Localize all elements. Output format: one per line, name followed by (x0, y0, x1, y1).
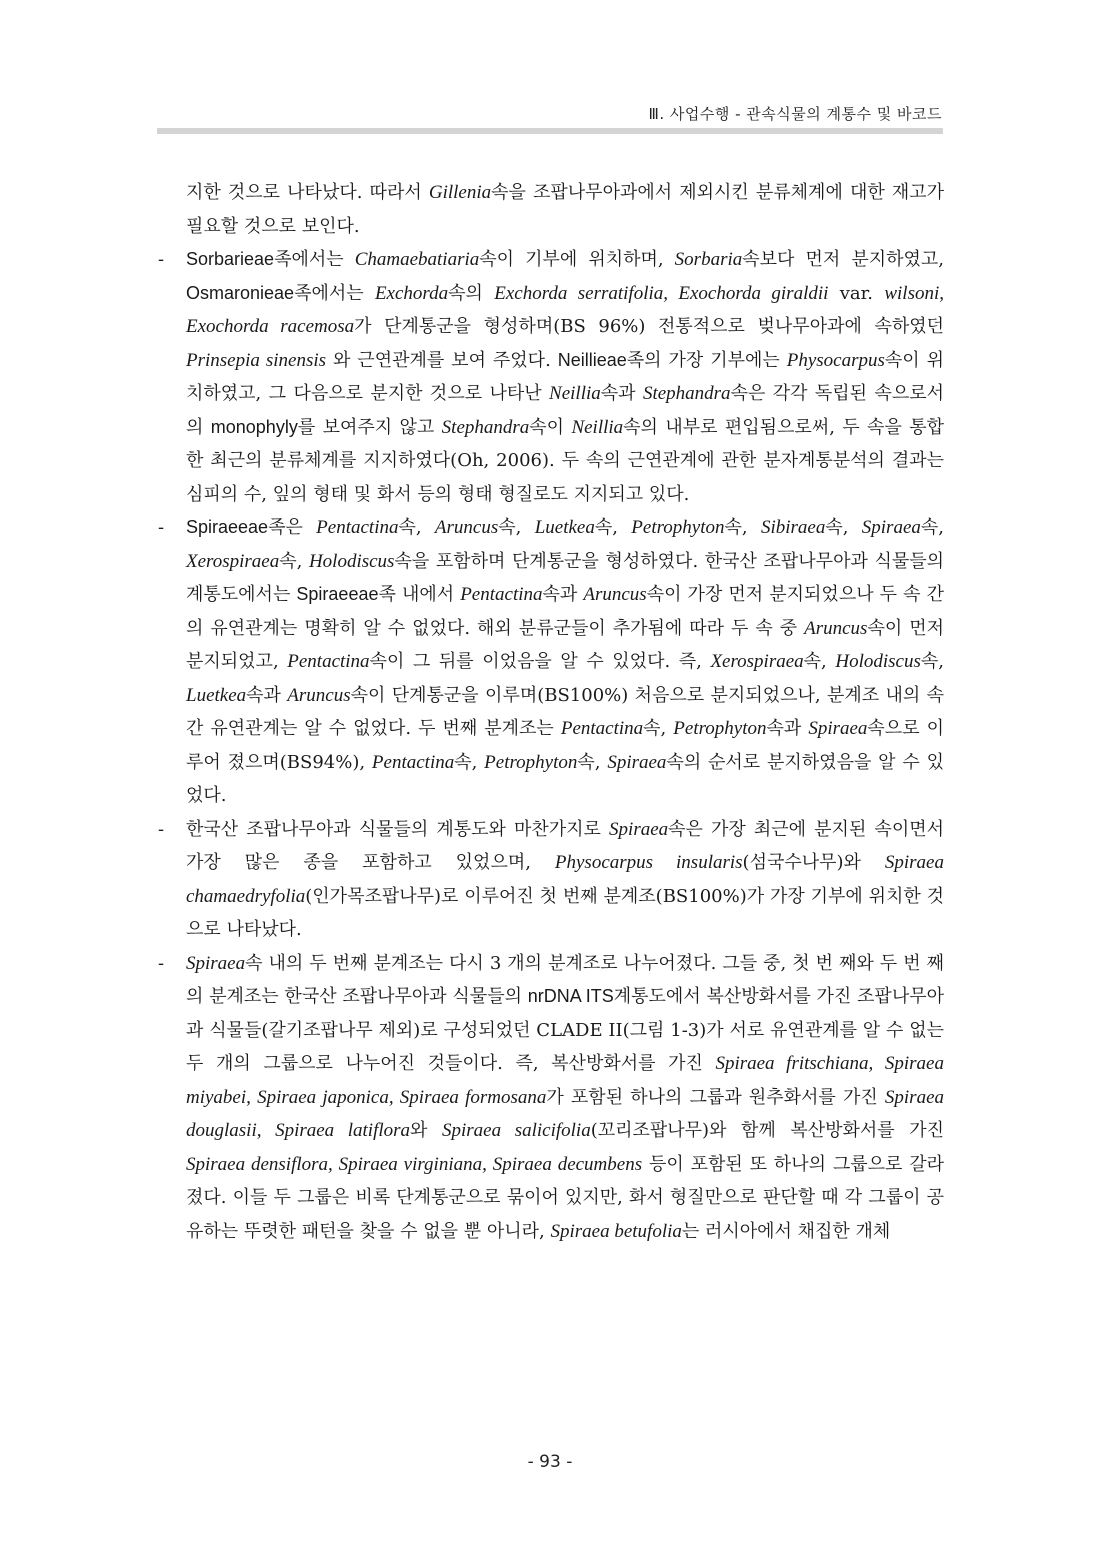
text-run: (인가목조팝나무)로 이루어진 첫 번째 분계조(BS100%)가 가장 기부에 위치한 것으로 나타났다. (186, 885, 944, 940)
species-name: Gillenia (428, 182, 492, 203)
species-name: Spiraea salicifolia (442, 1120, 591, 1141)
text-run: 족은 (268, 517, 317, 538)
latin-term: nrDNA ITS (527, 986, 614, 1006)
text-run: 속 내의 두 번째 분계조는 다시 3 개의 분계조로 나누어졌다. 그들 중, 첫 번 째와 두 번 째의 분계조는 한국산 조팝나무아과 식물들의 (186, 952, 944, 1007)
text-run: 속의 순서로 분지하였음을 알 수 있었다. (186, 751, 944, 806)
species-name: Stephandra (642, 383, 731, 404)
species-name: Sibiraea (760, 517, 826, 538)
latin-term: Sorbarieae (186, 249, 275, 269)
text-run: 족에서는 (294, 282, 375, 304)
species-name: Spiraea (808, 718, 868, 739)
species-name: wilsoni, Exochorda racemosa (186, 282, 944, 337)
species-name: Prinsepia sinensis (186, 349, 327, 371)
text-run: 속, (803, 651, 836, 672)
text-run: 계통도에서 복산방화서를 가진 조팝나무아과 식물들(갈기조팝나무 제외)로 구성되었던 CLADE II(그림 1-3)가 서로 유연관계를 알 수 없는 두 개의 그룹으로 나누어진 것들이다. 즉, 복산방화서를 가진 (186, 986, 944, 1074)
species-name: Spiraea fritschiana, Spiraea miyabei, Spiraea japonica, Spiraea formosana (186, 1053, 944, 1108)
latin-term: Spiraeeae (296, 584, 379, 604)
text-run: 속의 내부로 편입됨으로써, 두 속을 통합한 최근의 분류체계를 지지하였다(Oh, 2006). 두 속의 근연관계에 관한 분자계통분석의 결과는 심피의 수, 잎의 형태 및 화서 등의 형태 형질로도 지지되고 있다. (186, 416, 944, 505)
species-name: Pentactina (371, 751, 455, 773)
page-number: - 93 - (527, 1452, 573, 1472)
list-bullet: - (158, 517, 165, 538)
text-run: var. (828, 282, 885, 304)
species-name: Spiraea (609, 818, 669, 840)
species-name: Pentactina (316, 517, 399, 538)
species-name: Luetkea (186, 684, 247, 706)
text-run: 속, (498, 517, 535, 538)
text-run: 속, (454, 751, 485, 773)
text-run: 속을 조팝나무아과에서 제외시킨 분류체계에 대한 재고가 필요할 것으로 보인다. (186, 182, 945, 237)
text-run: 속, (594, 517, 632, 538)
text-run: 속, (279, 550, 309, 572)
text-run: 속이 (529, 416, 572, 438)
list-bullet: - (158, 249, 165, 270)
body-text (158, 176, 944, 1248)
paragraph (158, 947, 944, 1249)
text-run: 족에서는 (274, 249, 355, 270)
text-run: 속, (825, 517, 862, 538)
text-run: 와 근연관계를 보여 주었다. (326, 349, 558, 371)
species-name: Holodiscus (835, 651, 921, 672)
species-name: Neillia (549, 383, 601, 404)
species-name: Spiraea douglasii, Spiraea latiflora (186, 1086, 944, 1141)
paragraph (158, 243, 944, 511)
species-name: Xerospiraea (710, 651, 804, 672)
text-run: 속보다 먼저 분지하였고, (742, 249, 944, 270)
text-run: 속이 먼저 분지되었고, (186, 617, 944, 672)
text-run: 속이 단계통군을 이루며(BS100%) 처음으로 분지되었으나, 분계조 내의 속 간 유연관계는 알 수 없었다. 두 번째 분계조는 (186, 684, 944, 739)
species-name: Luetkea (534, 517, 595, 538)
text-run: 속이 위치하였고, 그 다음으로 분지한 것으로 나타난 (186, 349, 944, 404)
text-run: 지한 것으로 나타났다. 따라서 (186, 182, 429, 203)
list-bullet: - (158, 818, 165, 840)
species-name: Aruncus (583, 584, 647, 605)
text-run: 등이 포함된 또 하나의 그룹으로 갈라졌다. 이들 두 그룹은 비록 단계통군으로 묶이어 있지만, 화서 형질만으로 판단할 때 각 그룹이 공유하는 뚜렷한 패턴을 찾을 수 없을 뿐 아니라, (186, 1153, 944, 1242)
text-run: (섬국수나무)와 (742, 852, 885, 873)
text-run: 속, (920, 517, 944, 538)
paragraph (158, 511, 944, 813)
species-name: Exchorda serratifolia, Exochorda giraldii (494, 282, 829, 304)
species-name: Neillia (571, 416, 624, 438)
text-run: 속, (920, 651, 944, 672)
text-run: 속은 각각 독립된 속으로서의 (186, 383, 944, 438)
species-name: Physocarpus (786, 349, 885, 371)
species-name: Xerospiraea (186, 550, 280, 572)
text-run: 속으로 이루어 졌으며(BS94%), (186, 718, 944, 773)
text-run: 를 보여주지 않고 (297, 416, 442, 438)
species-name: Chamaebatiaria (354, 249, 480, 270)
latin-term: monophyly (210, 416, 298, 437)
text-run: 속과 (542, 584, 584, 605)
text-run: 속, (724, 517, 761, 538)
text-run: 속, (398, 517, 435, 538)
text-run: 속과 (766, 718, 809, 739)
text-run: 속은 가장 최근에 분지된 속이면서 가장 많은 종을 포함하고 있었으며, (186, 818, 944, 873)
text-run: 속을 포함하며 단계통군을 형성하였다. 한국산 조팝나무아과 식물들의 계통도에서는 (186, 550, 944, 605)
list-bullet: - (158, 952, 165, 974)
species-name: Holodiscus (308, 550, 395, 572)
species-name: Spiraea betufolia (550, 1220, 682, 1242)
text-run: 속이 그 뒤를 이었음을 알 수 있었다. 즉, (369, 651, 711, 672)
species-name: Aruncus (804, 617, 868, 639)
latin-term: Spiraeeae (186, 517, 269, 537)
text-run: 는 러시아에서 채집한 개체 (681, 1220, 891, 1242)
paragraph (158, 813, 944, 947)
text-run: (꼬리조팝나무)와 함께 복산방화서를 가진 (590, 1120, 945, 1141)
latin-term: Neillieae (557, 349, 627, 370)
species-name: Petrophyton (673, 718, 767, 739)
species-name: Pentactina (560, 718, 644, 739)
running-header: Ⅲ. 사업수행 - 관속식물의 계통수 및 바코드 (648, 105, 942, 123)
text-run: 속과 (246, 684, 288, 706)
text-run: 속과 (600, 383, 643, 404)
text-run: 속이 기부에 위치하며, (479, 249, 675, 270)
text-run: 속, (643, 718, 674, 739)
text-run: 속, (577, 751, 608, 773)
species-name: Spiraea (861, 517, 921, 538)
latin-term: Osmaronieae (186, 282, 295, 303)
text-run: 속의 (448, 282, 495, 304)
species-name: Physocarpus insularis (554, 852, 743, 873)
species-name: Petrophyton (631, 517, 725, 538)
species-name: Stephandra (441, 416, 530, 438)
text-run: 속이 가장 먼저 분지되었으나 두 속 간의 유연관계는 명확히 알 수 없었다. 해외 분류군들이 추가됨에 따라 두 속 중 (186, 584, 944, 639)
species-name: Pentactina (287, 651, 370, 672)
species-name: Spiraea chamaedryfolia (186, 852, 944, 907)
species-name: Spiraea densiflora, Spiraea virginiana, Spiraea decumbens (186, 1153, 643, 1175)
text-run: 족의 가장 기부에는 (626, 349, 787, 371)
header-rule (157, 128, 943, 134)
species-name: Petrophyton (484, 751, 578, 773)
text-run: 한국산 조팝나무아과 식물들의 계통도와 마찬가지로 (186, 818, 610, 840)
text-run: 와 (410, 1120, 442, 1141)
species-name: Spiraea (186, 952, 246, 974)
species-name: Aruncus (434, 517, 499, 538)
paragraph (158, 176, 944, 243)
species-name: Sorbaria (674, 249, 743, 270)
species-name: Exchorda (374, 282, 449, 304)
text-run: 가 단계통군을 형성하며(BS 96%) 전통적으로 벚나무아과에 속하였던 (354, 316, 944, 337)
text-run: 가 포함된 하나의 그룹과 원추화서를 가진 (546, 1086, 885, 1108)
text-run: 족 내에서 (378, 584, 461, 605)
species-name: Aruncus (287, 684, 351, 706)
species-name: Pentactina (460, 584, 543, 605)
species-name: Spiraea (607, 751, 667, 773)
